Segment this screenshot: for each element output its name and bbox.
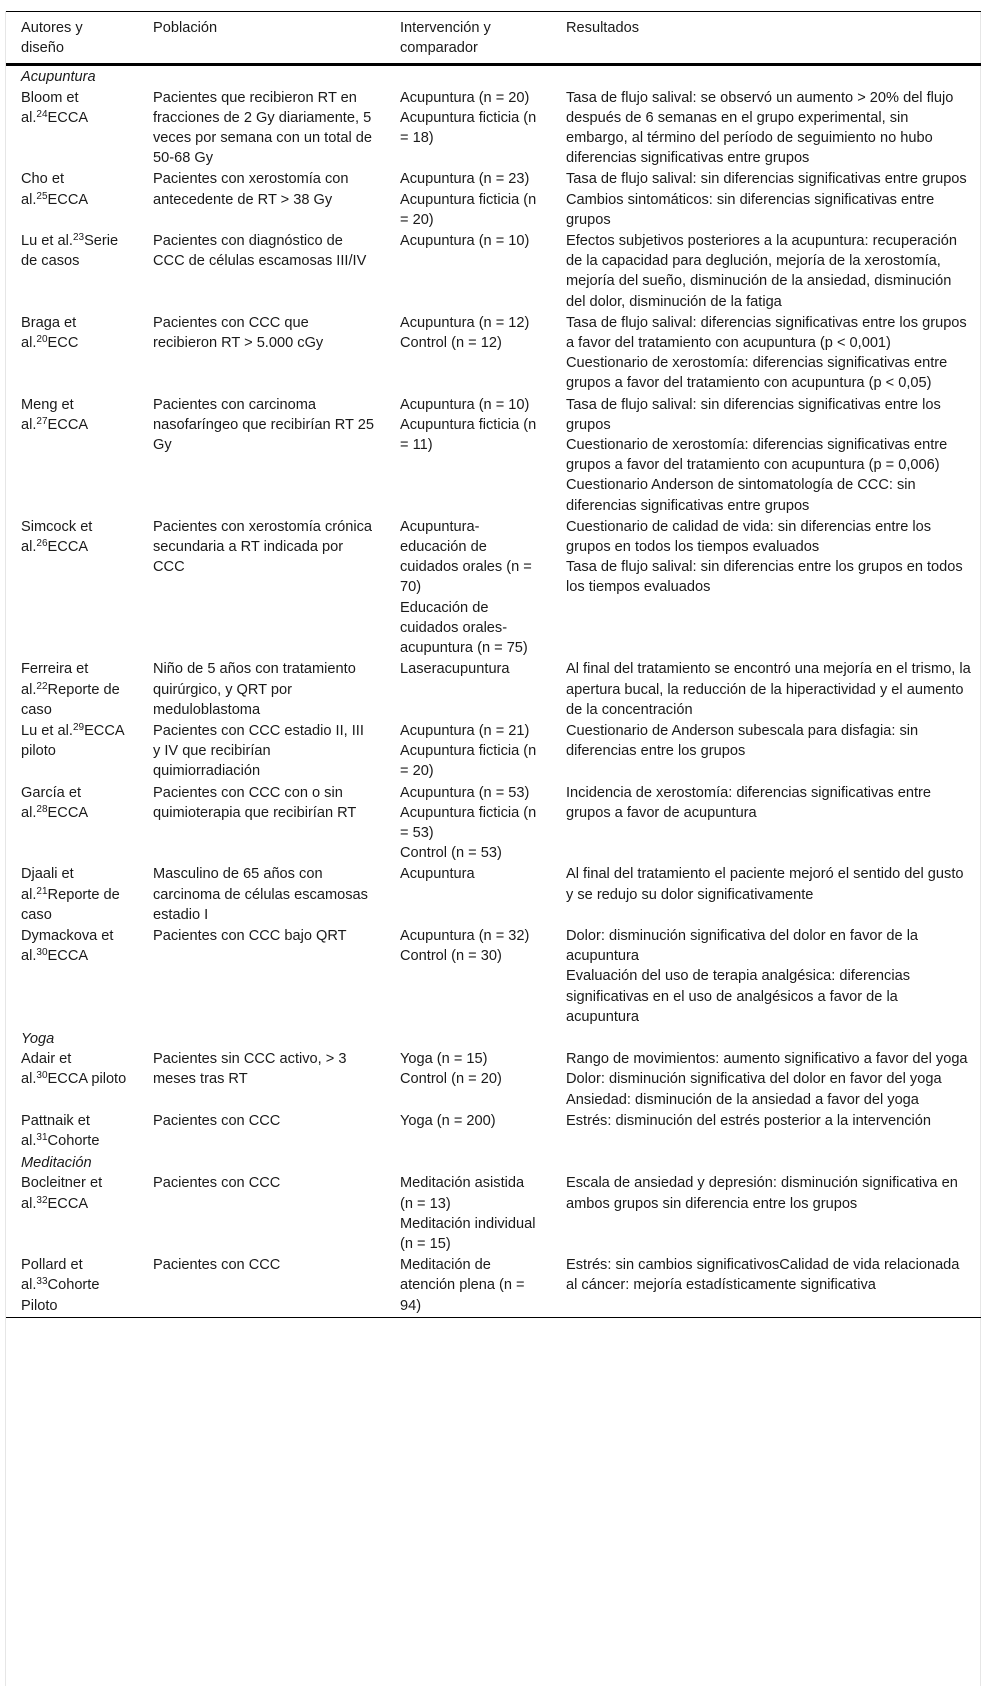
intervention-item: Acupuntura: [400, 866, 475, 883]
intervention-item: Acupuntura (n = 12): [400, 314, 530, 331]
cell-results: [551, 313, 981, 395]
result-item: Ansiedad: disminución de la ansiedad a favor del yoga: [566, 1091, 919, 1108]
author-name: Djaali et al.: [21, 866, 74, 903]
result-item: Tasa de flujo salival: sin diferencias significativas entre grupos: [566, 171, 967, 188]
cell-population: Pacientes con CCC que recibieron RT > 5.000 cGy: [153, 314, 324, 352]
intervention-item: Acupuntura (n = 53): [400, 784, 530, 801]
intervention-item: Acupuntura (n = 10): [400, 396, 530, 413]
table-row: [6, 1049, 981, 1111]
result-item: Cuestionario de Anderson subescala para disfagia: sin diferencias entre los grupos: [566, 722, 919, 760]
cell-intervention: [385, 1255, 551, 1317]
cell-population: Pacientes con CCC bajo QRT: [153, 927, 347, 944]
intervention-item: Educación de cuidados orales-acupuntura (n = 75): [400, 599, 528, 657]
cell-authors-design: [6, 517, 138, 659]
study-design: ECCA: [47, 1195, 89, 1212]
study-design: Serie de casos: [21, 233, 119, 270]
cell-results: [551, 721, 981, 783]
group-row: [6, 1152, 981, 1173]
intervention-item: Acupuntura-educación de cuidados orales (n = 70): [400, 518, 532, 596]
cell-authors-design: [6, 864, 138, 926]
study-design: Reporte de caso: [21, 681, 120, 718]
result-item: Dolor: disminución significativa del dolor en favor de la acupuntura: [566, 927, 919, 965]
author-name: Dymackova et al.: [21, 927, 114, 965]
intervention-item: Meditación de atención plena (n = 94): [400, 1257, 525, 1314]
author-name: Cho et al.: [21, 171, 64, 208]
cell-intervention: [385, 1111, 551, 1152]
cell-results: [551, 864, 981, 926]
result-item: Al final del tratamiento se encontró una mejoría en el trismo, la apertura bucal, la reducción de la hiperactividad y el aumento de la concentración: [566, 661, 971, 718]
cell-results: [551, 517, 981, 659]
table-row: [6, 517, 981, 659]
reference-number: 30: [36, 1070, 48, 1082]
intervention-item: Control (n = 53): [400, 845, 502, 862]
result-item: Cuestionario de xerostomía: diferencias significativas entre grupos a favor del tratamiento con acupuntura (p < 0,05): [566, 355, 948, 392]
reference-number: 29: [72, 721, 85, 733]
cell-population: Pacientes que recibieron RT en fracciones de 2 Gy diariamente, 5 veces por semana con un total de 50-68 Gy: [153, 89, 373, 167]
study-design: ECCA piloto: [47, 1071, 127, 1088]
header-row: [6, 12, 981, 65]
result-item: Cuestionario de calidad de vida: sin diferencias entre los grupos en todos los tiempos evaluados: [566, 518, 932, 556]
cell-results: [551, 1173, 981, 1255]
intervention-item: Meditación asistida (n = 13): [400, 1175, 525, 1212]
author-name: Simcock et al.: [21, 518, 93, 556]
intervention-item: Control (n = 12): [400, 335, 502, 352]
cell-results: [551, 926, 981, 1028]
reference-number: 23: [72, 232, 85, 244]
study-design: ECCA: [47, 804, 89, 821]
cell-population: Masculino de 65 años con carcinoma de células escamosas estadio I: [153, 866, 368, 923]
reference-number: 21: [36, 885, 48, 897]
result-item: Incidencia de xerostomía: diferencias significativas entre grupos a favor de acupuntura: [566, 784, 932, 821]
cell-authors-design: [6, 1255, 138, 1317]
cell-results: [551, 88, 981, 170]
cell-intervention: [385, 395, 551, 517]
cell-results: [551, 169, 981, 231]
studies-table: [6, 11, 981, 1318]
study-design: Cohorte: [47, 1132, 100, 1149]
cell-population: Pacientes sin CCC activo, > 3 meses tras RT: [153, 1051, 347, 1088]
cell-authors-design: [6, 659, 138, 721]
cell-authors-design: [6, 313, 138, 395]
author-name: García et al.: [21, 784, 82, 821]
author-name: Lu et al.: [21, 722, 73, 739]
cell-intervention: [385, 169, 551, 231]
table-row: [6, 721, 981, 783]
cell-intervention: [385, 313, 551, 395]
cell-authors-design: [6, 1111, 138, 1152]
cell-population: Niño de 5 años con tratamiento quirúrgico, y QRT por meduloblastoma: [153, 661, 356, 718]
study-design: ECC: [47, 335, 79, 352]
intervention-item: Acupuntura ficticia (n = 20): [400, 191, 537, 228]
cell-authors-design: [6, 721, 138, 783]
result-item: Tasa de flujo salival: sin diferencias significativas entre los grupos: [566, 396, 941, 433]
intervention-item: Acupuntura (n = 32): [400, 927, 530, 944]
author-name: Bloom et al.: [21, 89, 79, 126]
cell-intervention: [385, 721, 551, 783]
cell-population: Pacientes con CCC: [153, 1112, 281, 1129]
intervention-item: Acupuntura ficticia (n = 18): [400, 109, 537, 147]
result-item: Estrés: disminución del estrés posterior a la intervención: [566, 1112, 932, 1129]
header-results: Resultados: [566, 20, 640, 36]
intervention-item: Acupuntura ficticia (n = 53): [400, 804, 537, 841]
table-row: [6, 313, 981, 395]
cell-results: [551, 1049, 981, 1111]
cell-authors-design: [6, 783, 138, 865]
result-item: Tasa de flujo salival: sin diferencias entre los grupos en todos los tiempos evaluados: [566, 559, 963, 596]
table-row: [6, 864, 981, 926]
group-row: [6, 65, 981, 88]
intervention-item: Yoga (n = 15): [400, 1051, 488, 1068]
group-label: Acupuntura: [21, 69, 96, 86]
cell-intervention: [385, 1049, 551, 1111]
cell-population: Pacientes con xerostomía crónica secundaria a RT indicada por CCC: [153, 518, 373, 576]
reference-number: 26: [36, 538, 48, 550]
result-item: Al final del tratamiento el paciente mejoró el sentido del gusto y se redujo su dolor significativamente: [566, 866, 964, 903]
intervention-item: Meditación individual (n = 15): [400, 1215, 536, 1252]
table-row: [6, 783, 981, 865]
cell-authors-design: [6, 1049, 138, 1111]
cell-population: Pacientes con xerostomía con antecedente de RT > 38 Gy: [153, 171, 349, 208]
result-item: Efectos subjetivos posteriores a la acupuntura: recuperación de la capacidad para deglución, mejoría de la xerostomía, mejoría del sueño, disminución de la ansiedad, disminución del dolor, disminución de la fatiga: [566, 233, 958, 310]
table-row: [6, 1255, 981, 1317]
cell-intervention: [385, 231, 551, 313]
cell-population: Pacientes con CCC estadio II, III y IV que recibirían quimiorradiación: [153, 722, 364, 780]
reference-number: 30: [36, 947, 48, 959]
cell-population: Pacientes con diagnóstico de CCC de células escamosas III/IV: [153, 233, 367, 270]
cell-results: [551, 783, 981, 865]
author-name: Pattnaik et al.: [21, 1112, 90, 1149]
cell-intervention: [385, 783, 551, 865]
result-item: Rango de movimientos: aumento significativo a favor del yoga: [566, 1051, 968, 1068]
cell-intervention: [385, 926, 551, 1028]
cell-population: Pacientes con CCC: [153, 1175, 281, 1192]
intervention-item: Acupuntura (n = 23): [400, 171, 530, 188]
reference-number: 31: [36, 1131, 48, 1143]
study-table-container: [5, 11, 981, 1686]
study-design: ECCA: [47, 109, 89, 126]
cell-results: [551, 231, 981, 313]
cell-results: [551, 1255, 981, 1317]
reference-number: 27: [36, 415, 48, 427]
cell-population: Pacientes con CCC con o sin quimioterapia que recibirían RT: [153, 784, 357, 821]
table-row: [6, 231, 981, 313]
author-name: Ferreira et al.: [21, 661, 89, 698]
study-design: ECCA: [47, 416, 89, 433]
result-item: Cuestionario Anderson de sintomatología de CCC: sin diferencias significativas entre grupos: [566, 477, 916, 514]
table-row: [6, 1173, 981, 1255]
cell-authors-design: [6, 88, 138, 170]
table-row: [6, 659, 981, 721]
author-name: Pollard et al.: [21, 1257, 83, 1294]
group-label: Meditación: [21, 1155, 92, 1172]
result-item: Cuestionario de xerostomía: diferencias significativas entre grupos a favor del tratamiento con acupuntura (p = 0,006): [566, 437, 948, 474]
reference-number: 24: [36, 108, 48, 120]
author-name: Meng et al.: [21, 396, 74, 433]
intervention-item: Laseracupuntura: [400, 661, 510, 678]
result-item: Tasa de flujo salival: diferencias significativas entre los grupos a favor del tratamiento con acupuntura (p < 0,001): [566, 314, 967, 352]
reference-number: 22: [36, 680, 48, 692]
intervention-item: Control (n = 30): [400, 948, 502, 965]
cell-intervention: [385, 517, 551, 659]
intervention-item: Acupuntura (n = 10): [400, 233, 530, 250]
table-row: [6, 88, 981, 170]
header-authors-design: Autores y diseño: [21, 20, 83, 57]
result-item: Dolor: disminución significativa del dolor en favor del yoga: [566, 1071, 942, 1088]
cell-authors-design: [6, 926, 138, 1028]
cell-authors-design: [6, 395, 138, 517]
cell-intervention: [385, 1173, 551, 1255]
cell-results: [551, 395, 981, 517]
intervention-item: Acupuntura (n = 21): [400, 722, 530, 739]
cell-authors-design: [6, 231, 138, 313]
intervention-item: Acupuntura ficticia (n = 11): [400, 416, 537, 454]
reference-number: 33: [36, 1276, 48, 1288]
study-design: ECCA: [47, 539, 89, 556]
table-row: [6, 1111, 981, 1152]
result-item: Evaluación del uso de terapia analgésica: diferencias significativas en el uso de analgésicos a favor de la acupuntura: [566, 968, 910, 1025]
study-design: ECCA piloto: [21, 722, 124, 760]
cell-population: Pacientes con carcinoma nasofaríngeo que recibirían RT 25 Gy: [153, 396, 374, 454]
cell-intervention: [385, 864, 551, 926]
intervention-item: Acupuntura ficticia (n = 20): [400, 743, 537, 780]
reference-number: 20: [36, 334, 48, 346]
author-name: Bocleitner et al.: [21, 1175, 103, 1212]
study-design: Cohorte Piloto: [21, 1277, 100, 1314]
intervention-item: Yoga (n = 200): [400, 1112, 496, 1129]
table-row: [6, 395, 981, 517]
table-body: [6, 65, 981, 1317]
author-name: Braga et al.: [21, 314, 77, 352]
result-item: Escala de ansiedad y depresión: disminución significativa en ambos grupos sin diferencia entre los grupos: [566, 1175, 958, 1212]
result-item: Estrés: sin cambios significativosCalidad de vida relacionada al cáncer: mejoría estadísticamente significativa: [566, 1257, 960, 1294]
header-population: Población: [153, 20, 218, 36]
result-item: Cambios sintomáticos: sin diferencias significativas entre grupos: [566, 191, 935, 228]
reference-number: 32: [36, 1194, 48, 1206]
cell-results: [551, 1111, 981, 1152]
group-row: [6, 1028, 981, 1049]
cell-intervention: [385, 659, 551, 721]
cell-authors-design: [6, 1173, 138, 1255]
cell-results: [551, 659, 981, 721]
cell-authors-design: [6, 169, 138, 231]
author-name: Lu et al.: [21, 233, 73, 250]
author-name: Adair et al.: [21, 1051, 72, 1088]
header-intervention: Intervención y comparador: [400, 20, 491, 57]
table-header: [6, 12, 981, 65]
study-design: Reporte de caso: [21, 886, 120, 923]
cell-intervention: [385, 88, 551, 170]
study-design: ECCA: [47, 948, 89, 965]
study-design: ECCA: [47, 191, 89, 208]
reference-number: 28: [36, 803, 48, 815]
intervention-item: Control (n = 20): [400, 1071, 502, 1088]
intervention-item: Acupuntura (n = 20): [400, 89, 530, 106]
group-label: Yoga: [21, 1030, 55, 1047]
cell-population: Pacientes con CCC: [153, 1257, 281, 1274]
result-item: Tasa de flujo salival: se observó un aumento > 20% del flujo después de 6 semanas en el grupo experimental, sin embargo, al término del período de seguimiento no hubo diferencias significativas entre grupos: [566, 89, 954, 167]
table-row: [6, 926, 981, 1028]
reference-number: 25: [36, 190, 48, 202]
table-row: [6, 169, 981, 231]
